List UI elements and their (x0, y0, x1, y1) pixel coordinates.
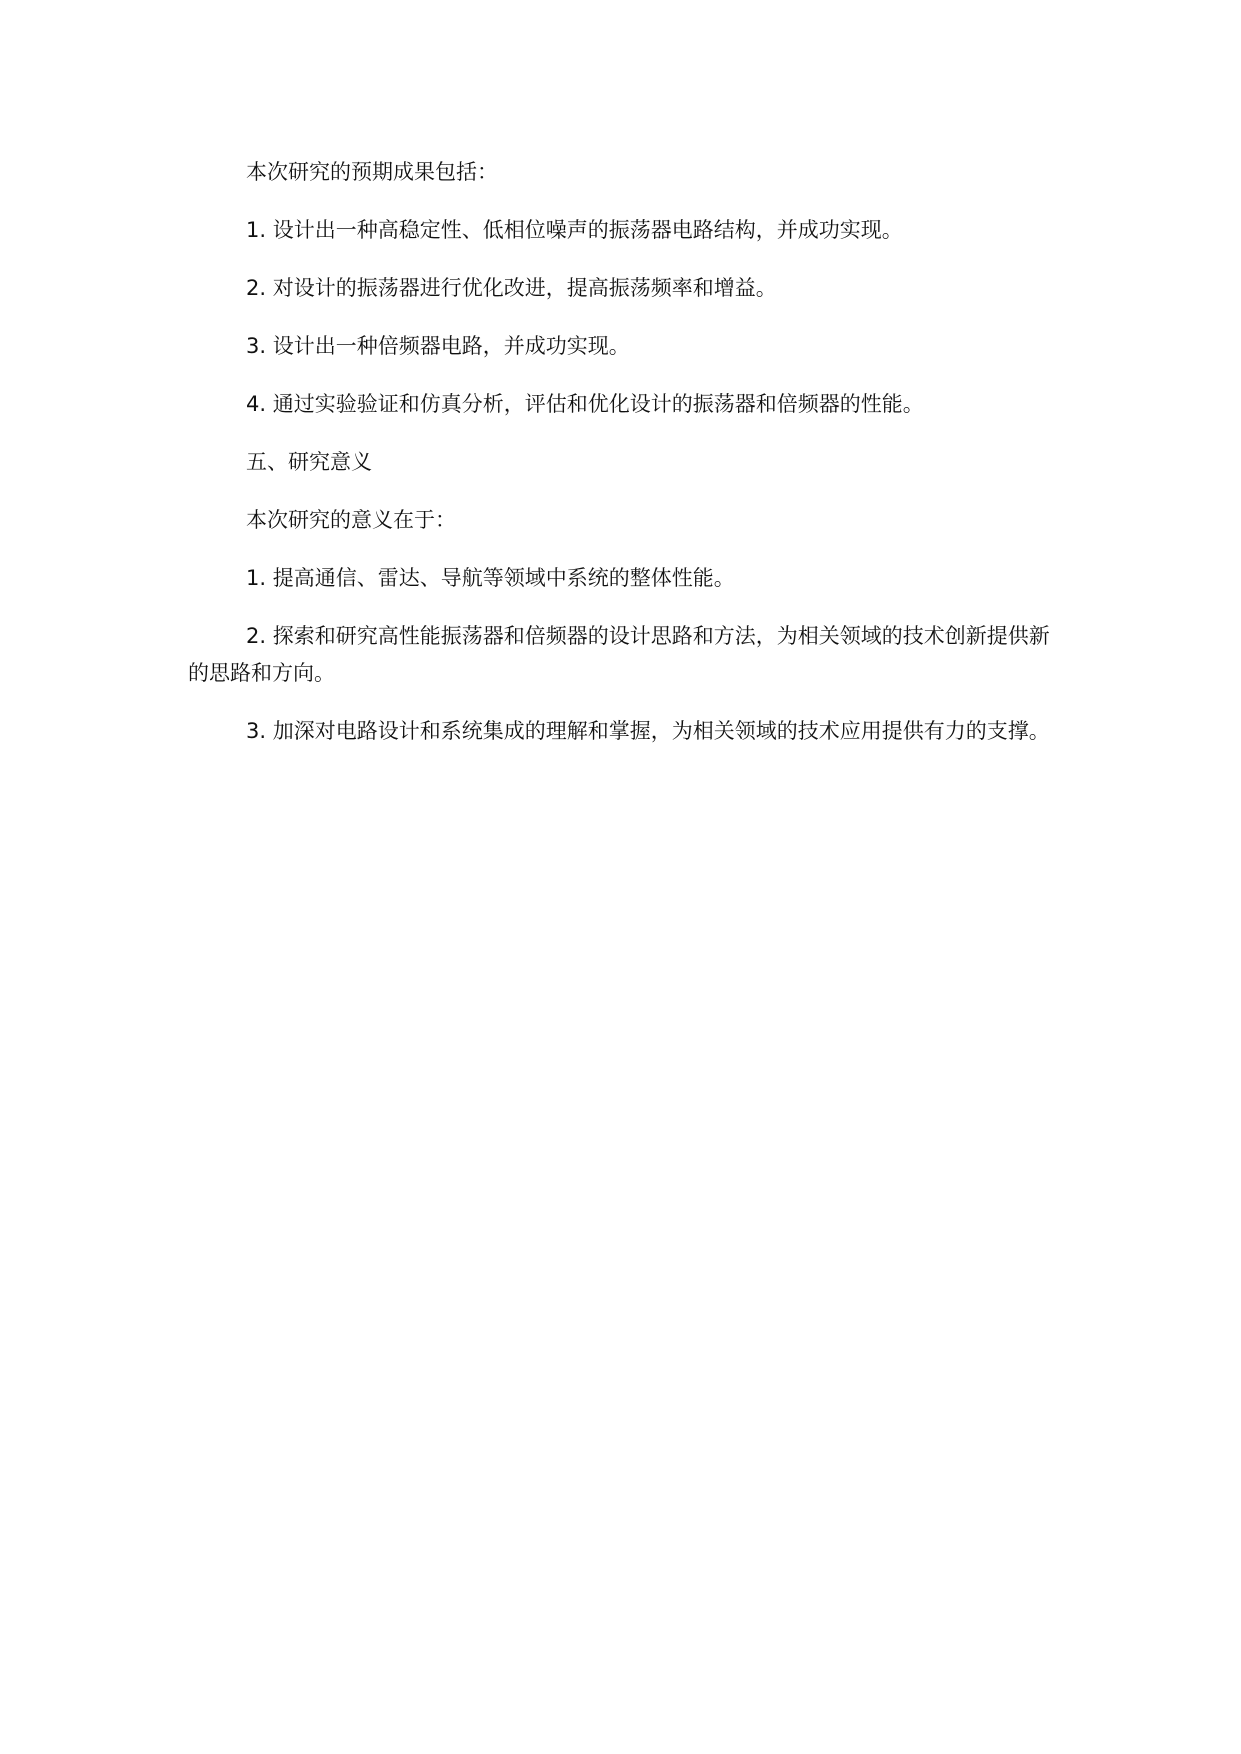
document-body (188, 154, 1058, 771)
paragraph-result-2: 2. 对设计的振荡器进行优化改进，提高振荡频率和增益。 (246, 276, 777, 300)
paragraph-result-1: 1. 设计出一种高稳定性、低相位噪声的振荡器电路结构，并成功实现。 (246, 218, 903, 242)
paragraph-result-3: 3. 设计出一种倍频器电路，并成功实现。 (246, 334, 630, 358)
paragraph-significance-1: 1. 提高通信、雷达、导航等领域中系统的整体性能。 (246, 566, 735, 590)
paragraph-significance-3: 3. 加深对电路设计和系统集成的理解和掌握，为相关领域的技术应用提供有力的支撑。 (246, 719, 1050, 743)
paragraph-significance-intro: 本次研究的意义在于： (246, 508, 456, 532)
paragraph-result-4: 4. 通过实验验证和仿真分析，评估和优化设计的振荡器和倍频器的性能。 (246, 392, 924, 416)
paragraph-significance-2: 2. 探索和研究高性能振荡器和倍频器的设计思路和方法，为相关领域的技术创新提供新的思路和方向。 (188, 624, 1050, 685)
section-heading-significance: 五、研究意义 (246, 450, 372, 474)
paragraph-expected-results-intro: 本次研究的预期成果包括： (246, 160, 498, 184)
